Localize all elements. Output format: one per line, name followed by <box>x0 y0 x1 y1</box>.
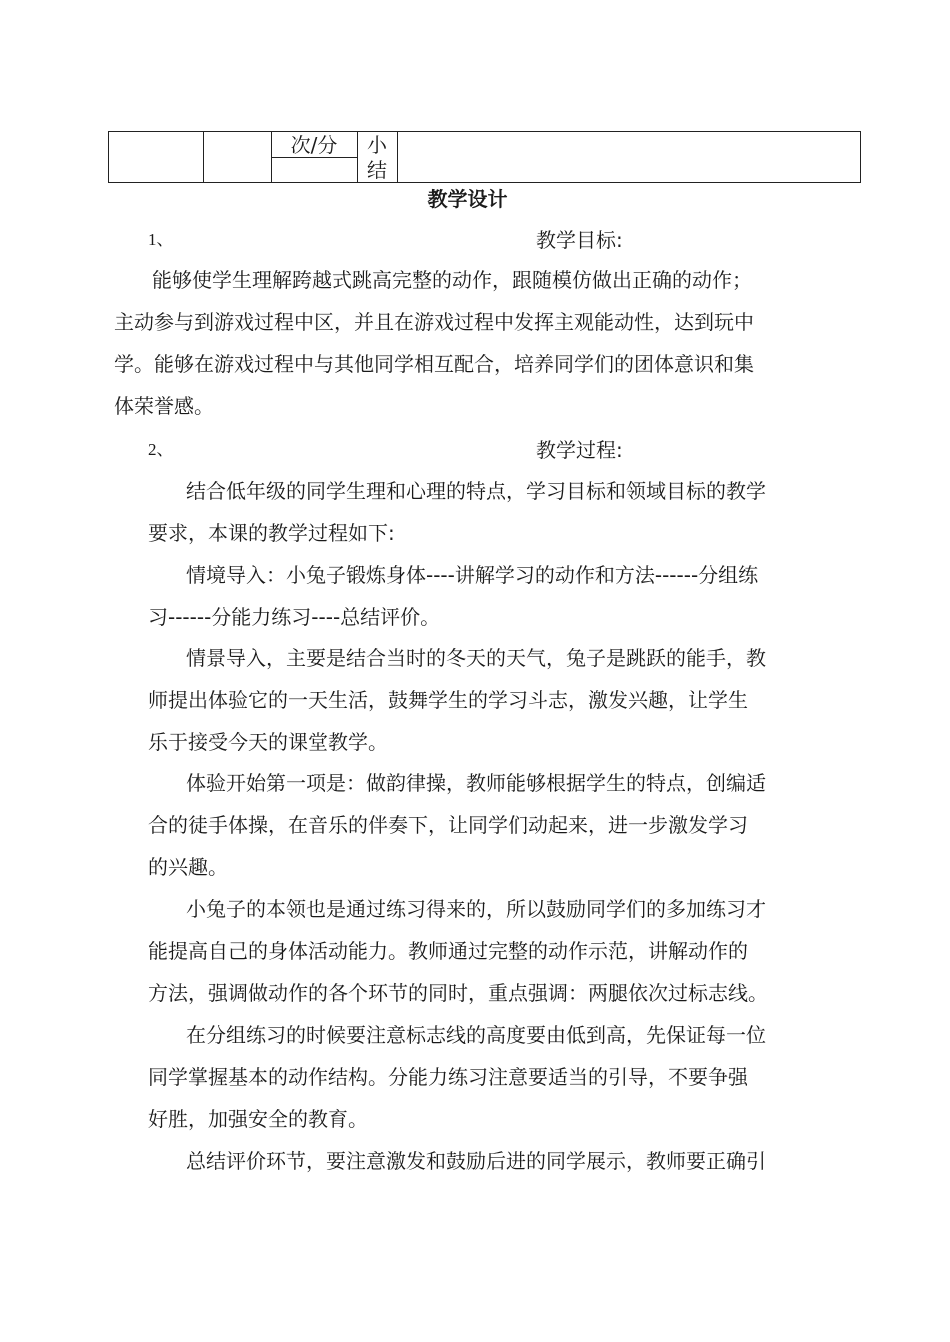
text-line: 师提出体验它的一天生活，鼓舞学生的学习斗志，激发兴趣，让学生 <box>148 688 748 712</box>
process-paragraph <box>148 637 766 763</box>
text-line: 情境导入：小兔子锻炼身体----讲解学习的动作和方法------分组练 <box>186 563 759 587</box>
text-line: 结合低年级的同学生理和心理的特点，学习目标和领域目标的教学 <box>186 479 766 503</box>
text-line: 能够使学生理解跨越式跳高完整的动作，跟随模仿做出正确的动作； <box>152 268 752 292</box>
text-line: 总结评价环节，要注意激发和鼓励后进的同学展示，教师要正确引 <box>186 1149 766 1173</box>
summary-label-line2: 结 <box>367 158 387 182</box>
text-line: 合的徒手体操，在音乐的伴奏下，让同学们动起来，进一步激发学习 <box>148 813 748 837</box>
section-number: 1、 <box>148 230 174 249</box>
text-line: 乐于接受今天的课堂教学。 <box>148 730 388 754</box>
text-line: 体验开始第一项是：做韵律操，教师能够根据学生的特点，创编适 <box>186 771 766 795</box>
process-paragraph <box>148 1140 766 1182</box>
section-number: 2、 <box>148 440 174 459</box>
text-line: 体荣誉感。 <box>114 394 214 418</box>
process-paragraph <box>148 1014 766 1140</box>
objectives-paragraph <box>114 259 754 427</box>
text-line: 要求，本课的教学过程如下: <box>148 521 395 545</box>
process-paragraph <box>148 762 766 888</box>
text-line: 小兔子的本领也是通过练习得来的，所以鼓励同学们的多加练习才 <box>186 897 766 921</box>
text-line: 能提高自己的身体活动能力。教师通过完整的动作示范，讲解动作的 <box>148 939 748 963</box>
text-line: 学。能够在游戏过程中与其他同学相互配合，培养同学们的团体意识和集 <box>114 352 754 376</box>
table-divider <box>271 157 357 158</box>
frequency-unit-cell: 次/分 <box>290 133 338 157</box>
process-paragraph <box>148 554 758 638</box>
text-line: 方法，强调做动作的各个环节的同时，重点强调：两腿依次过标志线。 <box>148 981 768 1005</box>
summary-label-line1: 小 <box>367 133 387 157</box>
text-line: 在分组练习的时候要注意标志线的高度要由低到高，先保证每一位 <box>186 1023 766 1047</box>
section-title: 教学目标: <box>536 228 623 252</box>
text-line: 好胜，加强安全的教育。 <box>148 1107 368 1131</box>
section-title: 教学过程: <box>536 438 623 462</box>
text-line: 同学掌握基本的动作结构。分能力练习注意要适当的引导，不要争强 <box>148 1065 748 1089</box>
text-line: 情景导入，主要是结合当时的冬天的天气，兔子是跳跃的能手，教 <box>186 646 766 670</box>
process-paragraph <box>148 470 766 554</box>
table-divider <box>203 132 204 182</box>
text-line: 主动参与到游戏过程中区，并且在游戏过程中发挥主观能动性，达到玩中 <box>114 310 754 334</box>
process-paragraph <box>148 888 768 1014</box>
text-line: 的兴趣。 <box>148 855 228 879</box>
page-title: 教学设计 <box>427 187 508 211</box>
text-line: 习------分能力练习----总结评价。 <box>148 605 441 629</box>
lesson-table-fragment <box>108 131 861 183</box>
table-divider <box>397 132 398 182</box>
